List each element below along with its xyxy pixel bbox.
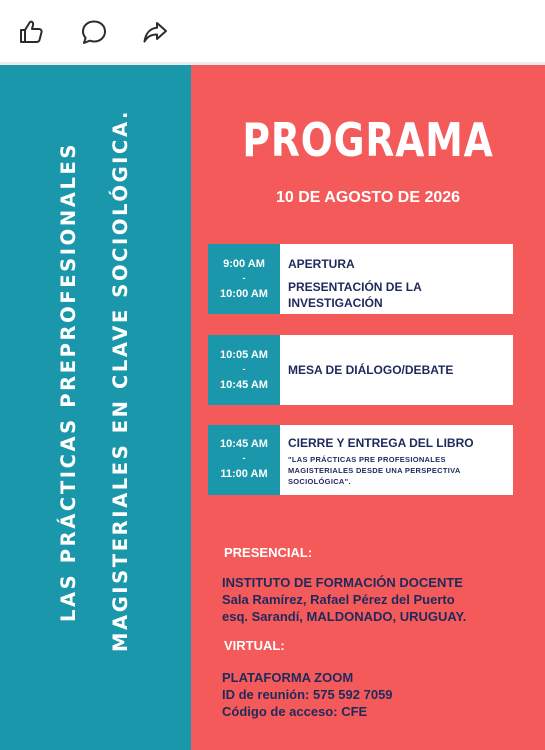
vertical-title: [43, 108, 147, 652]
slot-item-cierre: CIERRE Y ENTREGA DEL LIBRO: [288, 436, 474, 450]
presencial-address: esq. Sarandí, MALDONADO, URUGUAY.: [222, 609, 467, 624]
presencial-room: Sala Ramírez, Rafael Pérez del Puerto: [222, 592, 455, 607]
virtual-details: [222, 669, 393, 720]
presencial-section: [224, 544, 312, 561]
share-button[interactable]: [140, 17, 170, 47]
slot-start-time: 9:00 AM: [223, 258, 265, 270]
vertical-title-line-1: LAS PRÁCTICAS PREPROFESIONALES: [57, 141, 80, 623]
virtual-platform: PLATAFORMA ZOOM: [222, 670, 354, 685]
schedule-slot-3: [208, 425, 513, 495]
presencial-details: [222, 574, 466, 625]
slot-time-separator: -: [242, 453, 246, 463]
slot-time: [208, 335, 280, 405]
presencial-institute: INSTITUTO DE FORMACIÓN DOCENTE: [222, 575, 463, 590]
schedule-slot-2: [208, 335, 513, 405]
slot-item-presentacion: PRESENTACIÓN DE LA INVESTIGACIÓN: [288, 280, 422, 310]
like-button[interactable]: [16, 17, 46, 47]
event-date: 10 DE AGOSTO DE 2026: [275, 189, 461, 206]
slot-start-time: 10:45 AM: [220, 438, 268, 450]
comment-icon: [80, 18, 108, 46]
slot-end-time: 10:45 AM: [220, 379, 268, 391]
schedule-slot-1: [208, 244, 513, 314]
slot-time-separator: -: [242, 364, 246, 374]
virtual-section: [224, 637, 285, 654]
slot-end-time: 11:00 AM: [220, 468, 268, 480]
vertical-title-line-2: MAGISTERIALES EN CLAVE SOCIOLÓGICA.: [109, 108, 132, 652]
virtual-label: VIRTUAL:: [224, 638, 285, 653]
presencial-label: PRESENCIAL:: [224, 545, 313, 560]
slot-item-apertura: APERTURA: [288, 257, 355, 271]
post-action-bar: [0, 0, 545, 62]
slot-content: [288, 435, 507, 487]
slot-time: [208, 425, 280, 495]
slot-end-time: 10:00 AM: [220, 288, 268, 300]
slot-time: [208, 244, 280, 314]
event-poster-image: [0, 65, 545, 750]
slot-content: [288, 256, 507, 311]
comment-button[interactable]: [79, 17, 109, 47]
slot-time-separator: -: [242, 273, 246, 283]
slot-start-time: 10:05 AM: [220, 349, 268, 361]
slot-content: [288, 362, 507, 378]
virtual-meeting-id: ID de reunión: 575 592 7059: [222, 687, 393, 702]
virtual-access-code: Código de acceso: CFE: [222, 704, 368, 719]
slot-item-mesa: MESA DE DIÁLOGO/DEBATE: [288, 363, 454, 377]
program-heading: PROGRAMA: [242, 113, 494, 167]
share-icon: [141, 18, 169, 46]
thumbs-up-icon: [17, 18, 45, 46]
slot-book-note: "LAS PRÁCTICAS PRE PROFESIONALES MAGISTERIALES DESDE UNA PERSPECTIVA SOCIOLÓGICA".: [288, 455, 461, 486]
